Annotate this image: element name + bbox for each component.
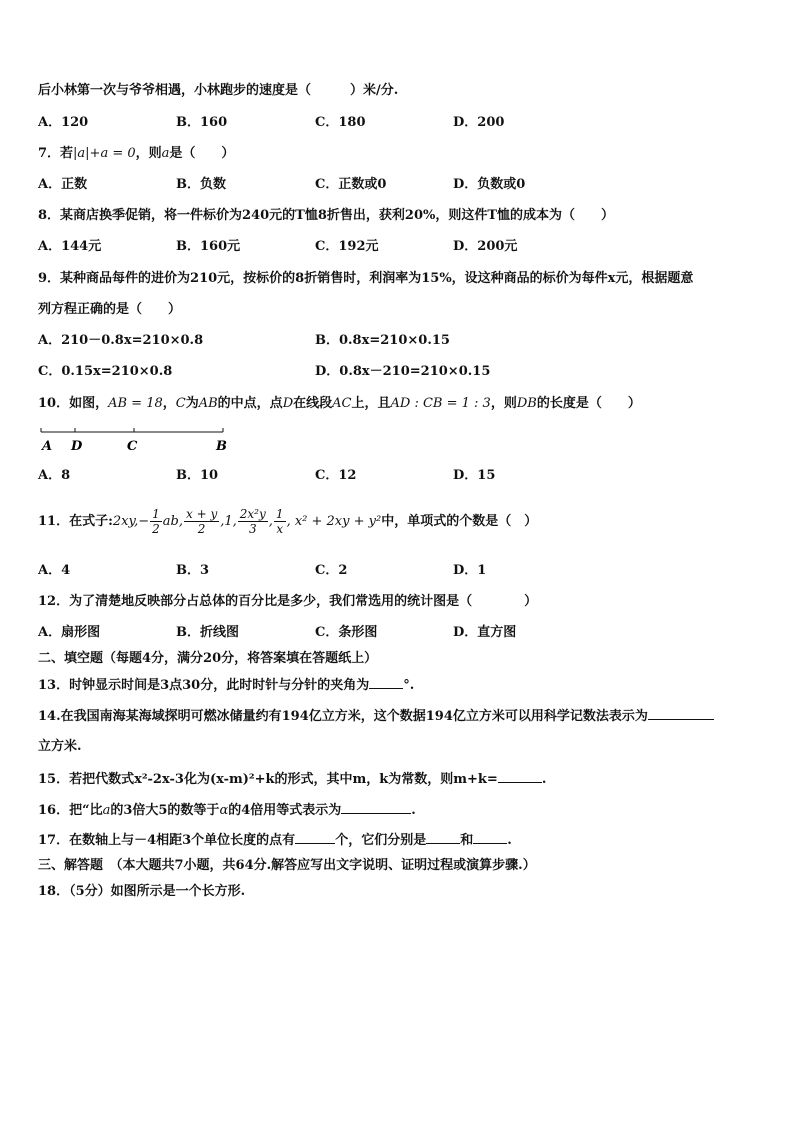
question-16: [38, 801, 416, 820]
q8-option-b: B．160元: [176, 239, 241, 254]
question-9-line-1: 9．某种商品每件的进价为210元，按标价的8折销售时，利润率为15%，设这种商品的标价为每件x元，根据题意: [38, 271, 694, 286]
q15-answer-blank[interactable]: [498, 770, 542, 783]
q16-text-2: 的3倍大5的数等于: [110, 803, 220, 818]
question-8: 8．某商店换季促销，将一件标价为240元的T恤8折售出，获利20%，则这件T恤的成本为（ ）: [38, 208, 615, 223]
question-6-tail: 后小林第一次与爷爷相遇，小林跑步的速度是（ ）米/分.: [38, 83, 399, 98]
q11-fraction-4-denominator: x: [276, 522, 284, 536]
q11-term-5: , x² + 2xy + y²: [286, 514, 382, 529]
q12-option-c: C．条形图: [315, 625, 378, 640]
question-9-line-2: 列方程正确的是（ ）: [38, 302, 182, 317]
q11-term-3: ,1,: [220, 514, 237, 529]
q11-fraction-1: [150, 507, 162, 536]
q16-answer-blank[interactable]: [341, 801, 411, 814]
question-17: [38, 831, 512, 850]
section-fill-in-heading: 二、填空题（每题4分，满分20分，将答案填在答题纸上）: [38, 651, 378, 666]
q17-text-3: 和: [460, 833, 474, 848]
q17-blank-point-1[interactable]: [426, 831, 460, 844]
q9-option-b: B．0.8x=210×0.15: [315, 333, 450, 348]
q10-math-db: DB: [516, 396, 537, 411]
q11-fraction-2-numerator: x + y: [186, 507, 218, 521]
question-7: [38, 145, 234, 163]
q7-option-c: C．正数或0: [315, 177, 387, 192]
q7-variable: a: [161, 146, 170, 161]
q11-suffix: 中，单项式的个数是（ ）: [381, 514, 538, 529]
q17-blank-count[interactable]: [295, 831, 335, 844]
q13-answer-blank[interactable]: [369, 676, 403, 689]
q11-prefix: 11．在式子:: [38, 514, 113, 529]
q13-suffix: °.: [403, 678, 415, 693]
question-18: 18．（5分）如图所示是一个长方形.: [38, 884, 246, 899]
q8-option-d: D．200元: [453, 239, 518, 254]
q10-text-5: 在线段: [293, 396, 333, 411]
q7-option-b: B．负数: [176, 177, 226, 192]
q9-option-d: D．0.8x－210=210×0.15: [315, 364, 491, 379]
q17-text-2: 个，它们分别是: [335, 833, 427, 848]
q10-option-d: D．15: [453, 468, 496, 483]
q11-fraction-4-numerator: 1: [275, 507, 284, 521]
q10-option-c: C．12: [315, 468, 357, 483]
q10-math-ratio: AD : CB = 1 : 3: [390, 396, 491, 411]
q15-text: 15．若把代数式x²-2x-3化为(x-m)²+k的形式，其中m，k为常数，则m+k=: [38, 772, 498, 787]
label-a: A: [42, 439, 53, 454]
q13-text: 13．时钟显示时间是3点30分，此时时针与分针的夹角为: [38, 678, 370, 693]
q11-fraction-2: [184, 507, 219, 536]
q7-equation: |a|+a = 0: [73, 146, 136, 161]
q10-math-d: D: [282, 396, 294, 411]
q10-text-4: 的中点，点: [217, 396, 283, 411]
segment-diagram: [38, 425, 238, 457]
q17-suffix: .: [507, 833, 512, 848]
question-11: [38, 503, 537, 541]
q11-fraction-3-denominator: 3: [248, 522, 257, 536]
q16-var-alpha: α: [219, 803, 229, 818]
q14-text: 14.在我国南海某海域探明可燃冰储量约有194亿立方米，这个数据194亿立方米可以用科学记数法表示为: [38, 709, 648, 724]
q8-option-c: C．192元: [315, 239, 379, 254]
q11-option-d: D．1: [453, 563, 487, 578]
q10-option-a: A．8: [38, 468, 71, 483]
q7-suffix: 是（ ）: [169, 146, 235, 161]
question-10: [38, 395, 641, 413]
question-14-line-1: [38, 707, 714, 726]
q10-text-1: 10．如图，: [38, 396, 109, 411]
q6-option-d: D．200: [453, 115, 505, 130]
q8-option-a: A．144元: [38, 239, 102, 254]
q11-fraction-3: [238, 507, 268, 536]
q11-term-2: ab,: [162, 514, 183, 529]
q12-option-d: D．直方图: [453, 625, 517, 640]
q11-fraction-2-denominator: 2: [197, 522, 206, 536]
question-14-line-2: 立方米.: [38, 739, 82, 754]
q6-option-b: B．160: [176, 115, 228, 130]
question-15: [38, 770, 546, 789]
q11-option-b: B．3: [176, 563, 210, 578]
label-d: D: [71, 439, 83, 454]
q10-text-8: 的长度是（ ）: [536, 396, 641, 411]
q11-term-4: ,: [268, 514, 273, 529]
q11-option-a: A．4: [38, 563, 71, 578]
section-solve-heading: 三、解答题 （本大题共7小题，共64分.解答应写出文字说明、证明过程或演算步骤.）: [38, 858, 536, 873]
q16-var-a: a: [102, 803, 111, 818]
q11-fraction-1-denominator: 2: [152, 522, 160, 536]
label-b: B: [216, 439, 227, 454]
q6-option-c: C．180: [315, 115, 366, 130]
q10-text-6: 上，且: [351, 396, 391, 411]
q10-text-3: 为: [185, 396, 199, 411]
q9-option-a: A．210－0.8x=210×0.8: [38, 333, 204, 348]
q11-fraction-4: [274, 507, 286, 536]
q16-text-1: 16．把“比: [38, 803, 103, 818]
q16-suffix: .: [411, 803, 416, 818]
q6-option-a: A．120: [38, 115, 89, 130]
q17-text-1: 17．在数轴上与－4相距3个单位长度的点有: [38, 833, 296, 848]
label-c: C: [127, 439, 138, 454]
q12-option-a: A．扇形图: [38, 625, 101, 640]
q15-suffix: .: [541, 772, 547, 787]
q7-option-a: A．正数: [38, 177, 88, 192]
question-13: [38, 676, 414, 695]
q7-prefix: 7．若: [38, 146, 74, 161]
q17-blank-point-2[interactable]: [473, 831, 507, 844]
q11-fraction-1-numerator: 1: [152, 507, 160, 521]
q11-term-1: 2xy,−: [112, 514, 150, 529]
q7-mid: ，则: [135, 146, 162, 161]
q11-fraction-3-numerator: 2x²y: [239, 507, 266, 521]
q10-math-ac: AC: [332, 396, 352, 411]
question-12: 12．为了清楚地反映部分占总体的百分比是多少，我们常选用的统计图是（ ）: [38, 594, 538, 609]
q12-option-b: B．折线图: [176, 625, 239, 640]
q7-option-d: D．负数或0: [453, 177, 526, 192]
q10-math-c: C: [175, 396, 186, 411]
q10-math-ab: AB: [198, 396, 218, 411]
q11-option-c: C．2: [315, 563, 348, 578]
q16-text-3: 的4倍用等式表示为: [228, 803, 342, 818]
q9-option-c: C．0.15x=210×0.8: [38, 364, 173, 379]
q14-answer-blank[interactable]: [648, 707, 714, 720]
q10-option-b: B．10: [176, 468, 219, 483]
q10-math-ab-length: AB = 18: [108, 396, 163, 411]
q10-text-2: ，: [162, 396, 176, 411]
q10-text-7: ，则: [490, 396, 517, 411]
